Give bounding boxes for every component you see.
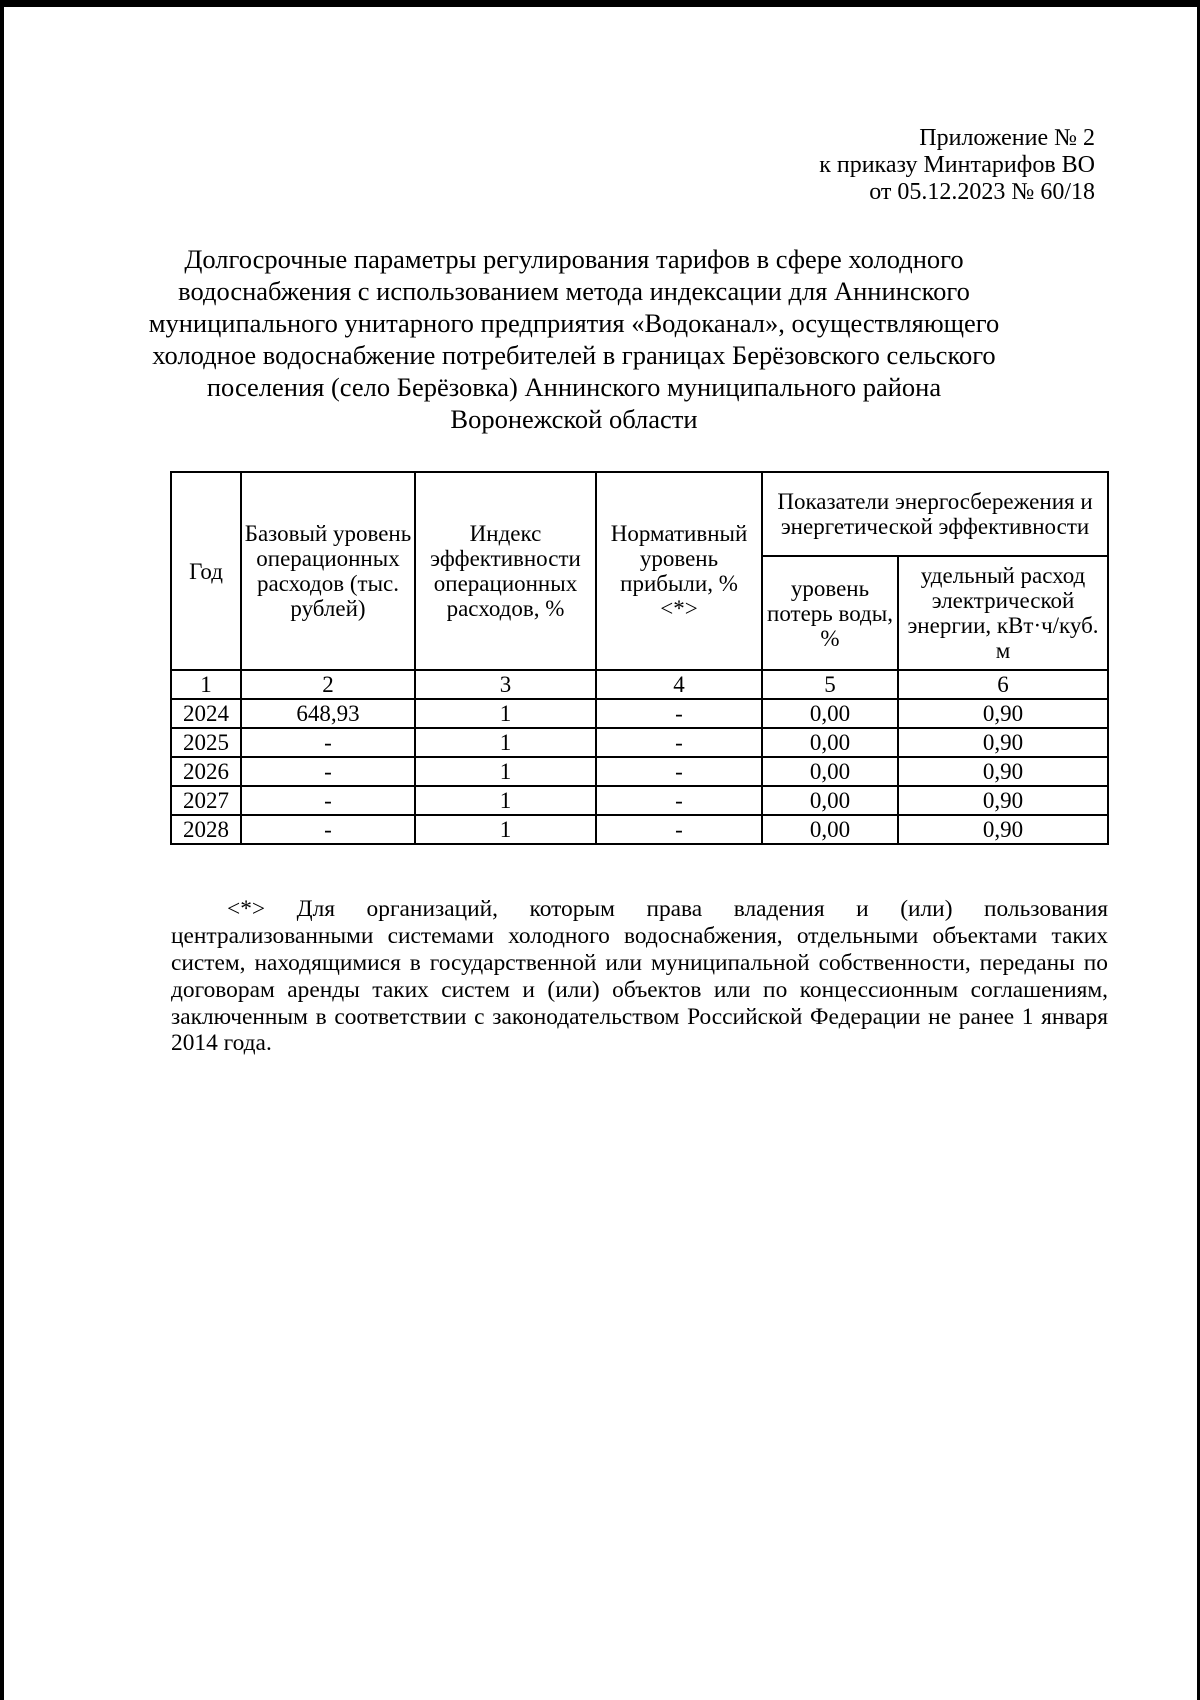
cell-profit-level: -	[596, 815, 762, 844]
cell-electricity: 0,90	[898, 757, 1108, 786]
cell-profit-level: -	[596, 786, 762, 815]
cell-base-level: -	[241, 757, 415, 786]
cell-base-level: -	[241, 728, 415, 757]
table-row	[171, 815, 1108, 844]
cell-base-level: -	[241, 815, 415, 844]
cell-profit-level: -	[596, 699, 762, 728]
cell-year: 2026	[171, 757, 241, 786]
header-water-loss: уровень потерь воды, %	[762, 556, 898, 670]
cell-efficiency-index: 1	[415, 699, 596, 728]
table-row	[171, 786, 1108, 815]
appendix-reference	[819, 125, 1095, 206]
title-line: водоснабжения с использованием метода индексации для Аннинского	[178, 276, 970, 306]
cell-year: 2025	[171, 728, 241, 757]
table-row	[171, 757, 1108, 786]
cell-profit-level: -	[596, 728, 762, 757]
parameters-table	[170, 471, 1109, 845]
document-title	[124, 243, 1024, 435]
header-row	[171, 472, 1108, 556]
cell-electricity: 0,90	[898, 699, 1108, 728]
cell-year: 2024	[171, 699, 241, 728]
cell-water-loss: 0,00	[762, 815, 898, 844]
cell-efficiency-index: 1	[415, 728, 596, 757]
column-number: 2	[241, 670, 415, 699]
cell-efficiency-index: 1	[415, 815, 596, 844]
cell-base-level: -	[241, 786, 415, 815]
cell-electricity: 0,90	[898, 728, 1108, 757]
header-efficiency-index: Индекс эффективности операционных расходов, %	[415, 472, 596, 670]
cell-efficiency-index: 1	[415, 786, 596, 815]
title-line: Долгосрочные параметры регулирования тарифов в сфере холодного	[184, 244, 964, 274]
header-energy-group: Показатели энергосбережения и энергетической эффективности	[762, 472, 1108, 556]
appendix-order: к приказу Минтарифов ВО	[819, 152, 1095, 178]
column-numbers-row	[171, 670, 1108, 699]
title-line: холодное водоснабжение потребителей в границах Берёзовского сельского	[152, 340, 996, 370]
header-year: Год	[171, 472, 241, 670]
title-line: поселения (село Берёзовка) Аннинского муниципального района	[206, 372, 942, 402]
title-line: муниципального унитарного предприятия «Водоканал», осуществляющего	[148, 308, 1000, 338]
cell-water-loss: 0,00	[762, 786, 898, 815]
cell-profit-level: -	[596, 757, 762, 786]
cell-year: 2028	[171, 815, 241, 844]
cell-efficiency-index: 1	[415, 757, 596, 786]
cell-electricity: 0,90	[898, 815, 1108, 844]
cell-water-loss: 0,00	[762, 757, 898, 786]
column-number: 3	[415, 670, 596, 699]
cell-year: 2027	[171, 786, 241, 815]
appendix-date: от 05.12.2023 № 60/18	[869, 179, 1095, 205]
appendix-number: Приложение № 2	[919, 125, 1095, 151]
column-number: 5	[762, 670, 898, 699]
column-number: 1	[171, 670, 241, 699]
title-line: Воронежской области	[450, 404, 698, 434]
footnote: <*> Для организаций, которым права владения и (или) пользования централизованными системами холодного водоснабжения, отдельными объектами таких систем, находящимися в государственной или муниципальной собственности, переданы по договорам аренды таких систем и (или) объектов или по концессионным соглашениям, заключенным в соответствии с законодательством Российской Федерации не ранее 1 января 2014 года.	[171, 896, 1108, 1057]
cell-water-loss: 0,00	[762, 699, 898, 728]
cell-electricity: 0,90	[898, 786, 1108, 815]
header-profit-level: Нормативный уровень прибыли, % <*>	[596, 472, 762, 670]
cell-base-level: 648,93	[241, 699, 415, 728]
header-base-level: Базовый уровень операционных расходов (тыс. рублей)	[241, 472, 415, 670]
table-row	[171, 728, 1108, 757]
column-number: 6	[898, 670, 1108, 699]
column-number: 4	[596, 670, 762, 699]
cell-water-loss: 0,00	[762, 728, 898, 757]
header-electricity: удельный расход электрической энергии, кВт·ч/куб. м	[898, 556, 1108, 670]
table-row	[171, 699, 1108, 728]
